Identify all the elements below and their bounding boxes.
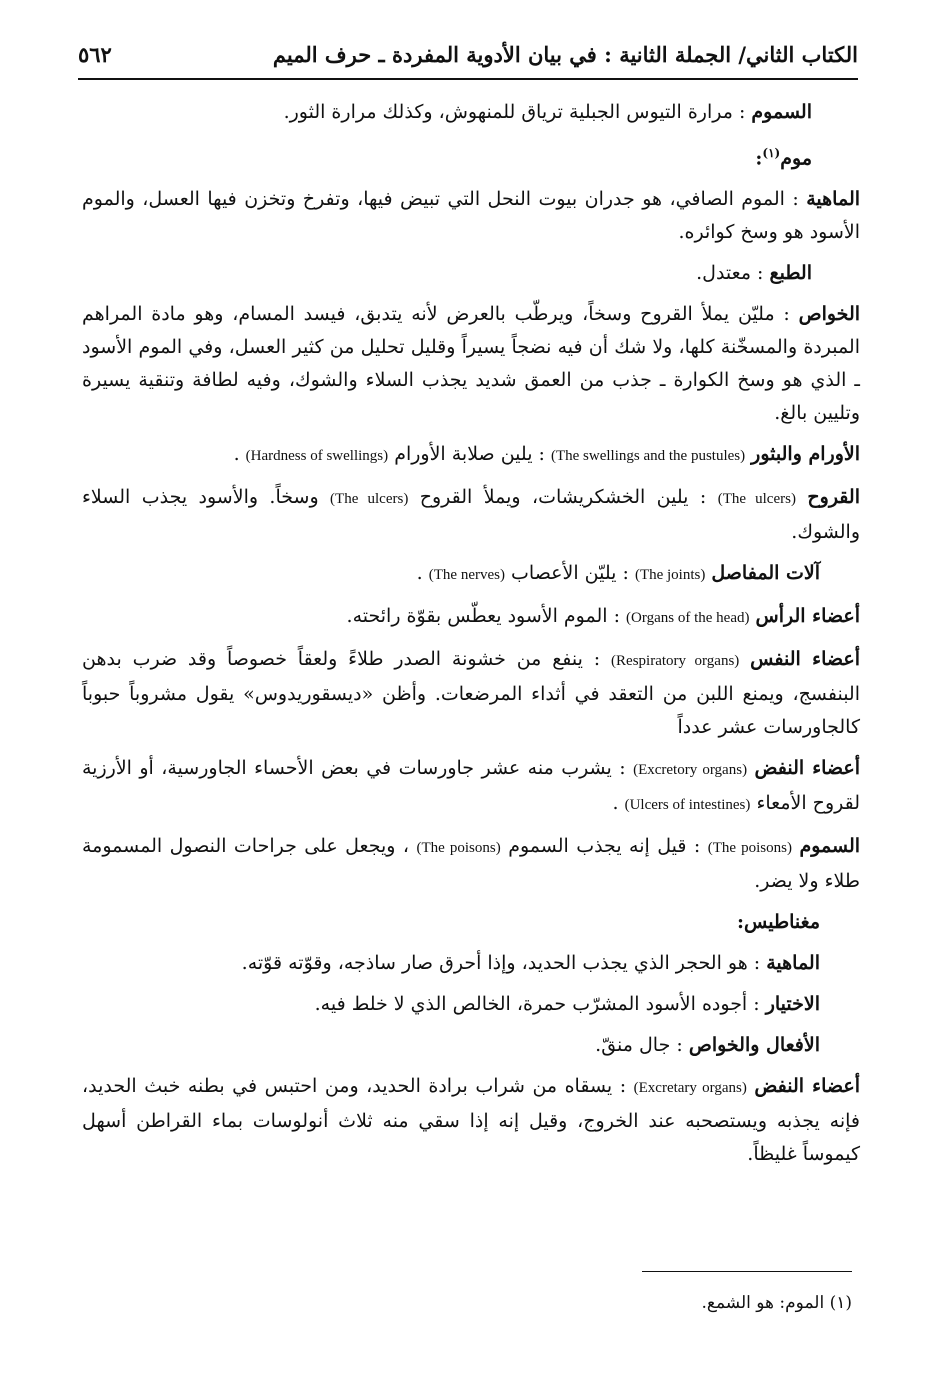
term: القروح bbox=[807, 486, 860, 509]
english-gloss: (The poisons) bbox=[707, 840, 792, 857]
paragraph-essence-2 bbox=[82, 947, 860, 980]
page-body bbox=[82, 96, 860, 1179]
english-gloss: (The nerves) bbox=[428, 567, 505, 584]
text: : قيل إنه يجذب السموم bbox=[508, 835, 701, 858]
text: : يسقاه من شراب برادة الحديد، ومن احتبس في بطنه خبث الحديد، فإنه يجذبه ويستصحبه عند الخروج، وقيل إنه إذا سقي منه ثلاث أنولوسات بماء القراطن أسهل كيموساً غليظاً. bbox=[82, 1075, 860, 1166]
term: الماهية bbox=[766, 952, 820, 975]
term: السموم bbox=[799, 835, 861, 858]
paragraph-head bbox=[82, 600, 860, 635]
text: : مليّن يملأ القروح وسخاً، ويرطّب بالعرض لأنه يتدبق، فيسد المسام، وهو مادة المراهم المبردة والمسخّنة كلها، ولا شك أن فيه نضجاً يسيراً وقليل تحليل من كثير العسل، وفي الموم الأسود ـ الذي هو وسخ الكوارة ـ جذب من العمق شديد يجذب السلاء والشوك، وفيه لطافة وتنقية يسيرة وتليين بالغ. bbox=[82, 303, 860, 425]
english-gloss: (The ulcers) bbox=[717, 491, 796, 508]
english-gloss: (Organs of the head) bbox=[626, 610, 750, 627]
english-gloss: (Respiratory organs) bbox=[611, 653, 740, 670]
paragraph-actions bbox=[82, 1029, 860, 1062]
english-gloss: (The ulcers) bbox=[330, 491, 409, 508]
text: : ينفع من خشونة الصدر طلاءً ولعقاً خصوصاً وقد ضرب بدهن البنفسج، ويمنع اللبن من التعقد في أثداء المرضعات. وأظن «ديسقوريدوس» يقول مشروباً حبوباً كالجاورسات عشر عدداً bbox=[82, 648, 860, 739]
text: : جال منقّ. bbox=[595, 1034, 683, 1057]
term: الطبع bbox=[769, 262, 812, 285]
text-end: ، ويجعل على جراحات النصول المسمومة طلاء ولا يضر. bbox=[82, 835, 860, 893]
entry-heading-mum bbox=[82, 137, 860, 175]
running-title: الكتاب الثاني/ الجملة الثانية : في بيان الأدوية المفردة ـ حرف الميم bbox=[272, 41, 858, 67]
paragraph-poisons-2 bbox=[82, 830, 860, 898]
term: السموم bbox=[751, 101, 812, 123]
term: أعضاء النفض bbox=[754, 1075, 860, 1098]
english-gloss: (The swellings and the pustules) bbox=[550, 448, 746, 465]
page-number: ٥٦٢ bbox=[78, 41, 112, 67]
term: الأورام والبثور bbox=[751, 443, 860, 466]
heading-colon: : bbox=[755, 147, 763, 170]
paragraph-excretory-1 bbox=[82, 752, 860, 822]
paragraph-excretory-2 bbox=[82, 1070, 860, 1171]
text: : يلين صلابة الأورام bbox=[394, 443, 545, 466]
paragraph-essence-1 bbox=[82, 183, 860, 249]
page-header bbox=[78, 30, 858, 80]
text: : أجوده الأسود المشرّب حمرة، الخالص الذي لا خلط فيه. bbox=[314, 993, 760, 1016]
term: الأفعال والخواص bbox=[688, 1034, 820, 1057]
paragraph-ulcers bbox=[82, 481, 860, 549]
english-gloss: (Excretary organs) bbox=[633, 1080, 747, 1097]
footnote-text: الموم: هو الشمع. bbox=[701, 1293, 825, 1313]
text: : يليّن الأعصاب bbox=[511, 562, 629, 585]
english-gloss: (Ulcers of intestines) bbox=[624, 797, 751, 814]
text: : الموم الأسود يعطّس بقوّة رائحته. bbox=[346, 605, 620, 628]
term: الاختيار bbox=[765, 993, 820, 1016]
heading-text: موم bbox=[780, 147, 812, 170]
english-gloss: (The joints) bbox=[634, 567, 706, 584]
text-end: . bbox=[233, 443, 240, 466]
text: : مرارة التيوس الجبلية ترياق للمنهوش، وكذلك مرارة الثور. bbox=[283, 101, 746, 123]
english-gloss: (Hardness of swellings) bbox=[245, 448, 389, 465]
paragraph-joints bbox=[82, 557, 860, 592]
text-end: . bbox=[612, 792, 619, 815]
term: أعضاء النفس bbox=[750, 648, 860, 671]
paragraph-temperament bbox=[82, 257, 860, 290]
heading-text: مغناطيس bbox=[744, 911, 820, 934]
footnote-number: (١) bbox=[829, 1293, 852, 1313]
term: الخواص bbox=[798, 303, 861, 326]
entry-heading-magnatis bbox=[82, 906, 860, 939]
text-end: . bbox=[416, 562, 423, 585]
english-gloss: (The poisons) bbox=[416, 840, 501, 857]
text-end: وسخاً. والأسود يجذب السلاء والشوك. bbox=[82, 486, 860, 544]
text: : الموم الصافي، هو جدران بيوت النحل التي تبيض فيها، وتفرخ وتخزن فيها العسل، والموم الأسود هو وسخ كوائره. bbox=[82, 188, 860, 244]
heading-colon: : bbox=[737, 911, 745, 934]
term: أعضاء الرأس bbox=[755, 605, 860, 628]
term: أعضاء النفض bbox=[754, 757, 861, 780]
footnote bbox=[82, 1290, 852, 1316]
footnote-ref: (١) bbox=[762, 146, 781, 160]
term: الماهية bbox=[806, 188, 861, 211]
paragraph-properties bbox=[82, 298, 860, 430]
paragraph-respiratory bbox=[82, 643, 860, 744]
text: : يلين الخشكريشات، ويملأ القروح bbox=[419, 486, 707, 509]
english-gloss: (Excretory organs) bbox=[633, 762, 748, 779]
paragraph-poisons-1 bbox=[82, 96, 860, 129]
text: : هو الحجر الذي يجذب الحديد، وإذا أحرق صار ساذجه، وقوّته قوّته. bbox=[241, 952, 761, 975]
paragraph-swellings bbox=[82, 438, 860, 473]
text: : يشرب منه عشر جاورسات في بعض الأحساء الجاورسية، أو الأرزية لقروح الأمعاء bbox=[82, 757, 860, 815]
paragraph-selection bbox=[82, 988, 860, 1021]
text: : معتدل. bbox=[696, 262, 764, 285]
footnote-divider bbox=[642, 1271, 852, 1272]
term: آلات المفاصل bbox=[711, 562, 820, 585]
